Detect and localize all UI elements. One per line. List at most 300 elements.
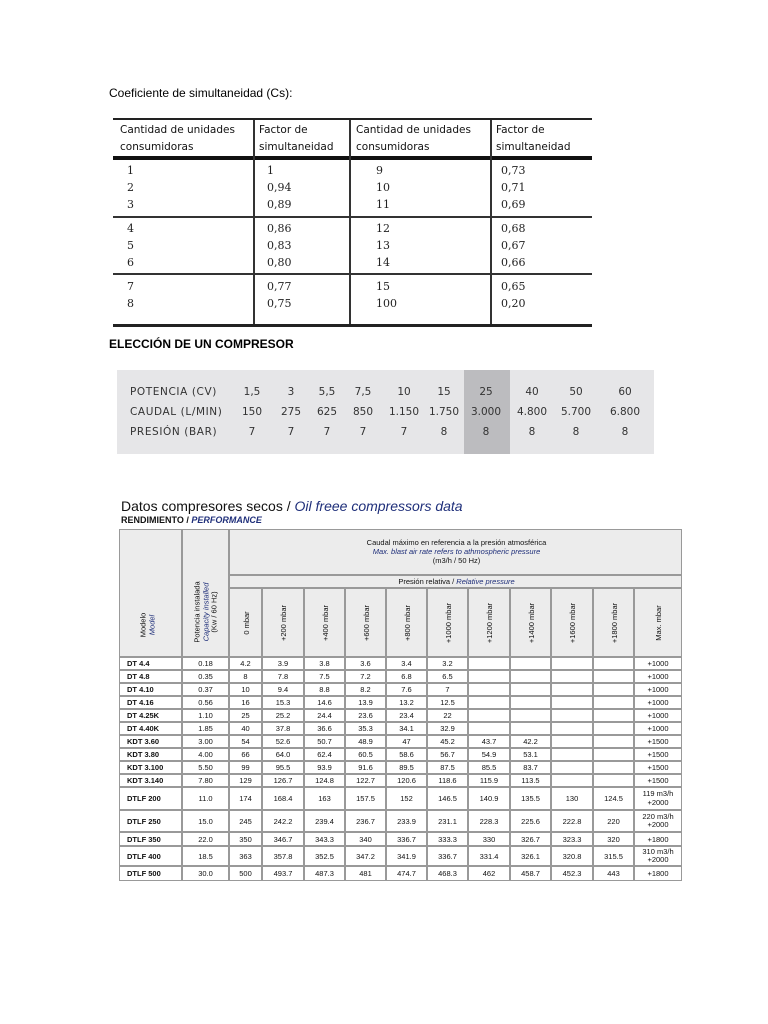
pressure-value: 25 [241,711,250,720]
pressure-col-header [510,588,551,657]
pressure-value: 220 m3/h +2000 [642,811,674,829]
simultaneity-cell: 0,73 [501,164,526,177]
selection-value: 850 [352,406,374,418]
pressure-value: +1000 [647,698,669,707]
pressure-value: 331.4 [479,851,499,861]
pressure-value: 23.4 [399,711,414,720]
datasheet-row [119,846,682,866]
power-value: 30.0 [198,869,213,878]
pressure-value: 119 m3/h +2000 [642,789,674,807]
simultaneity-cell: 7 [127,280,134,293]
pressure-value: 8.2 [360,685,371,694]
pressure-col-header [468,588,510,657]
pressure-value: 231.1 [438,816,457,826]
datasheet-row [119,761,682,774]
selection-value: 1,5 [243,386,261,398]
pressure-value: 242.2 [273,816,293,826]
selection-value: 7 [323,426,331,438]
pressure-value: 85.5 [481,763,497,772]
column-divider [490,120,492,324]
pressure-value: 135.5 [521,794,540,803]
group-divider [113,273,592,275]
simultaneity-cell: 5 [127,239,134,252]
datasheet-row [119,832,682,846]
pressure-value: 7.2 [360,672,371,681]
pressure-value: 130 [565,794,579,803]
presion-header-label [230,577,682,586]
simultaneity-cell: 12 [376,222,390,235]
pressure-value: 25.2 [275,711,291,720]
pressure-value: 233.9 [397,816,416,826]
model-header-en: Model [147,614,156,636]
model-name: DTLF 400 [127,851,161,861]
power-value: 1.85 [198,724,213,733]
pressure-value: +1000 [647,685,669,694]
pressure-value: +1000 [647,672,669,681]
datasheet-title-es: Datos compresores secos / [121,498,291,514]
selection-value: 1.750 [428,406,460,418]
value-cell [551,722,593,735]
pressure-value: 15.3 [275,698,291,707]
value-cell [593,683,634,696]
pressure-value: 350 [239,834,252,844]
pressure-value: 36.6 [317,724,332,733]
datasheet-row [119,748,682,761]
pressure-value: 245 [239,816,252,826]
caudal-header-es: Caudal máximo en referencia a la presión atmosférica [366,538,547,547]
model-name: DTLF 350 [127,834,161,844]
value-cell [468,683,510,696]
simultaneity-cell: 0,66 [501,256,526,269]
selection-value: 1.150 [388,406,420,418]
pressure-value: 140.9 [479,794,499,803]
header-cantidad-2-line1: Cantidad de unidades [356,124,471,136]
pressure-value: 323.3 [562,834,582,844]
power-value: 0.35 [198,672,213,681]
model-header-cell [119,529,182,657]
header-factor-1-line2: simultaneidad [259,141,334,153]
header-cantidad-1-line2: consumidoras [120,141,194,153]
datasheet-title [121,498,463,514]
simultaneity-cell: 4 [127,222,134,235]
pressure-value: 340 [359,834,372,844]
model-name: KDT 3.100 [127,763,164,772]
model-name: DT 4.4 [127,659,150,668]
simultaneity-cell: 9 [376,164,383,177]
pressure-value: 357.8 [273,851,293,861]
pressure-value: 474.7 [397,869,416,878]
power-value: 3.00 [198,737,213,746]
pressure-value: 58.6 [399,750,414,759]
simultaneity-cell: 6 [127,256,134,269]
value-cell [468,709,510,722]
heading-coeficiente: Coeficiente de simultaneidad (Cs): [109,86,293,100]
pressure-value: 83.7 [523,763,538,772]
presion-header-en: Relative pressure [456,577,515,586]
power-value: 0.18 [198,659,213,668]
selection-row-label: PRESIÓN (BAR) [130,426,218,438]
pressure-value: +1000 [647,711,669,720]
pressure-value: 493.7 [273,869,293,878]
heading-eleccion: ELECCIÓN DE UN COMPRESOR [109,337,294,351]
pressure-col-header [345,588,386,657]
selection-value: 8 [440,426,448,438]
pressure-value: 91.6 [358,763,373,772]
value-cell [551,748,593,761]
selection-value: 3.000 [470,406,502,418]
value-cell [510,683,551,696]
pressure-value: 35.3 [358,724,373,733]
pressure-value: 352.5 [315,851,334,861]
pressure-value: 47 [402,737,411,746]
value-cell [551,774,593,787]
pressure-value: 239.4 [315,816,334,826]
pressure-value: 23.6 [358,711,373,720]
caudal-header-label [230,538,682,565]
pressure-value: 326.1 [521,851,540,861]
power-value: 1.10 [198,711,213,720]
pressure-value: 60.5 [358,750,373,759]
datasheet-row [119,866,682,881]
selection-value: 8 [572,426,580,438]
value-cell [593,670,634,683]
value-cell [510,709,551,722]
pressure-col-label: +800 mbar [402,604,412,642]
power-header-en: Capacity installed [200,582,210,642]
pressure-value: 13.2 [399,698,414,707]
pressure-value: 3.8 [319,659,330,668]
pressure-value: 95.5 [275,763,291,772]
pressure-value: 458.7 [521,869,540,878]
pressure-value: 7 [445,685,450,694]
selection-value: 5,5 [318,386,336,398]
pressure-value: 124.5 [604,794,623,803]
selection-value: 8 [482,426,490,438]
pressure-value: 64.0 [275,750,291,759]
value-cell [551,696,593,709]
pressure-value: 8.8 [319,685,330,694]
model-header-es: Modelo [138,612,148,638]
pressure-value: 315.5 [604,851,623,861]
simultaneity-cell: 0,65 [501,280,526,293]
pressure-col-label: 0 mbar [241,611,251,635]
pressure-value: 336.7 [397,834,416,844]
header-factor-1-line1: Factor de [259,124,308,136]
pressure-value: 320.8 [562,851,582,861]
model-name: DT 4.25K [127,711,160,720]
simultaneity-cell: 0,69 [501,198,526,211]
power-value: 22.0 [198,834,213,844]
pressure-value: 126.7 [273,776,293,785]
value-cell [510,696,551,709]
model-name: DT 4.8 [127,672,150,681]
selection-value: 7 [400,426,408,438]
simultaneity-cell: 0,68 [501,222,526,235]
value-cell [593,657,634,670]
pressure-col-label: +1600 mbar [567,602,577,644]
power-value: 5.50 [198,763,213,772]
selection-value: 6.800 [609,406,641,418]
pressure-value: 163 [318,794,331,803]
pressure-col-label: +200 mbar [278,604,288,642]
pressure-value: 157.5 [356,794,375,803]
pressure-value: +1800 [647,834,669,844]
datasheet-row [119,722,682,735]
simultaneity-cell: 0,67 [501,239,526,252]
pressure-value: 7.8 [277,672,289,681]
selection-value: 4.800 [516,406,548,418]
compressor-selection-table [117,370,654,454]
pressure-col-label: +1000 mbar [443,602,453,644]
value-cell [468,696,510,709]
pressure-value: 40 [241,724,250,733]
pressure-col-header [229,588,262,657]
power-header-unit: (Kw / 60 Hz) [209,591,219,633]
value-cell [593,722,634,735]
pressure-value: 43.7 [481,737,497,746]
pressure-value: 62.4 [317,750,332,759]
simultaneity-cell: 8 [127,297,134,310]
datasheet-row [119,709,682,722]
pressure-col-label: +1200 mbar [484,602,494,644]
simultaneity-cell: 14 [376,256,390,269]
simultaneity-cell: 13 [376,239,390,252]
power-value: 15.0 [198,816,213,826]
simultaneity-cell: 0,71 [501,181,526,194]
power-value: 0.37 [198,685,213,694]
datasheet-table [119,529,682,885]
pressure-value: 320 [607,834,620,844]
value-cell [510,722,551,735]
header-cantidad-2-line2: consumidoras [356,141,430,153]
simultaneity-cell: 0,89 [267,198,292,211]
pressure-col-header [427,588,468,657]
selection-value: 25 [479,386,493,398]
pressure-value: 54.9 [481,750,497,759]
pressure-value: 54 [241,737,250,746]
pressure-value: 93.9 [317,763,332,772]
pressure-value: 45.2 [440,737,455,746]
power-value: 4.00 [198,750,213,759]
simultaneity-cell: 1 [267,164,274,177]
column-divider [349,120,351,324]
power-header-label [193,581,219,642]
model-name: KDT 3.60 [127,737,160,746]
simultaneity-cell: 2 [127,181,134,194]
pressure-col-label: +1400 mbar [526,602,536,644]
pressure-value: 346.7 [273,834,293,844]
pressure-value: 343.3 [315,834,334,844]
model-name: KDT 3.140 [127,776,164,785]
pressure-value: 8 [243,672,248,681]
pressure-value: 6.5 [442,672,453,681]
pressure-value: 220 [607,816,620,826]
datasheet-subtitle-en: PERFORMANCE [191,515,262,525]
pressure-value: 56.7 [440,750,455,759]
pressure-col-label: +1800 mbar [609,602,619,644]
simultaneity-table [113,118,592,327]
pressure-value: 152 [400,794,413,803]
header-cantidad-1-line1: Cantidad de unidades [120,124,235,136]
selection-value: 275 [280,406,302,418]
simultaneity-cell: 3 [127,198,134,211]
pressure-value: +1500 [647,737,669,746]
model-name: DT 4.10 [127,685,154,694]
pressure-value: 468.3 [438,869,457,878]
pressure-value: 225.6 [521,816,540,826]
pressure-value: 330 [482,834,496,844]
pressure-value: 66 [241,750,250,759]
selection-value: 625 [316,406,338,418]
pressure-value: 24.4 [317,711,332,720]
pressure-value: 336.7 [438,851,457,861]
datasheet-row [119,657,682,670]
value-cell [468,670,510,683]
pressure-value: 113.5 [521,776,540,785]
pressure-value: 53.1 [523,750,538,759]
power-header-cell [182,529,229,657]
value-cell [510,657,551,670]
selection-value: 8 [621,426,629,438]
model-name: KDT 3.80 [127,750,160,759]
pressure-col-label: Max. mbar [653,605,663,641]
pressure-col-header [304,588,345,657]
simultaneity-cell: 11 [376,198,390,211]
selection-value: 60 [618,386,632,398]
presion-header-cell [229,575,682,588]
datasheet-row [119,683,682,696]
pressure-value: 487.3 [315,869,334,878]
selection-value: 7,5 [354,386,372,398]
selection-value: 8 [528,426,536,438]
pressure-value: +1000 [647,724,669,733]
pressure-value: 14.6 [317,698,332,707]
pressure-value: +1000 [647,659,669,668]
pressure-value: 174 [239,794,252,803]
selection-value: 3 [287,386,295,398]
value-cell [593,748,634,761]
pressure-value: 363 [239,851,252,861]
pressure-value: 99 [241,763,250,772]
value-cell [593,774,634,787]
pressure-value: 16 [241,698,250,707]
pressure-value: 42.2 [523,737,538,746]
caudal-header-unit: (m3/h / 50 Hz) [432,556,481,565]
pressure-value: 7.6 [401,685,412,694]
simultaneity-cell: 1 [127,164,134,177]
pressure-value: 333.3 [438,834,457,844]
pressure-value: 481 [359,869,372,878]
pressure-value: 341.9 [397,851,416,861]
model-header-label [140,613,157,638]
model-name: DTLF 500 [127,869,161,878]
selection-value: 40 [525,386,539,398]
pressure-value: 443 [607,869,620,878]
datasheet-subtitle [121,515,262,525]
pressure-value: 120.6 [397,776,416,785]
model-name: DT 4.40K [127,724,160,733]
presion-header-es: Presión relativa / [398,577,455,586]
pressure-value: 37.8 [275,724,291,733]
caudal-header-en: Max. blast air rate refers to athmospheric pressure [372,547,541,556]
pressure-col-header [634,588,682,657]
value-cell [593,709,634,722]
pressure-value: 326.7 [521,834,540,844]
value-cell [551,709,593,722]
pressure-value: 9.4 [277,685,289,694]
pressure-col-header [262,588,304,657]
value-cell [551,761,593,774]
datasheet-title-en: Oil freee compressors data [294,498,463,514]
datasheet-row [119,696,682,709]
pressure-value: 452.3 [562,869,582,878]
selection-value: 150 [241,406,263,418]
pressure-value: 500 [239,869,252,878]
pressure-value: 7.5 [319,672,330,681]
value-cell [468,657,510,670]
pressure-value: +1500 [647,763,669,772]
pressure-col-header [386,588,427,657]
pressure-value: 13.9 [358,698,373,707]
value-cell [551,670,593,683]
pressure-value: 10 [241,685,250,694]
value-cell [551,657,593,670]
simultaneity-cell: 0,20 [501,297,526,310]
pressure-value: 115.9 [479,776,499,785]
pressure-col-label: +600 mbar [361,604,371,642]
pressure-value: 118.6 [438,776,457,785]
pressure-value: 146.5 [438,794,457,803]
pressure-value: 129 [239,776,252,785]
simultaneity-cell: 0,83 [267,239,292,252]
pressure-value: 122.7 [356,776,375,785]
selection-value: 7 [287,426,295,438]
pressure-value: 50.7 [317,737,332,746]
column-divider [253,120,255,324]
pressure-value: 3.9 [277,659,289,668]
value-cell [593,735,634,748]
pressure-value: 462 [482,869,496,878]
selection-value: 7 [248,426,256,438]
pressure-value: 310 m3/h +2000 [642,846,674,864]
simultaneity-table-header [113,120,592,160]
pressure-value: 3.2 [442,659,453,668]
pressure-value: 168.4 [273,794,293,803]
simultaneity-cell: 0,77 [267,280,292,293]
selection-value: 10 [397,386,411,398]
simultaneity-cell: 100 [376,297,397,310]
group-divider [113,216,592,218]
pressure-value: 12.5 [440,698,455,707]
value-cell [593,761,634,774]
power-value: 0.56 [198,698,213,707]
model-name: DTLF 200 [127,794,161,803]
selection-row-label: POTENCIA (CV) [130,386,217,398]
power-value: 11.0 [198,794,213,803]
pressure-value: 236.7 [356,816,375,826]
pressure-value: 52.6 [275,737,291,746]
value-cell [510,670,551,683]
pressure-value: 3.4 [401,659,412,668]
caudal-header-cell [229,529,682,575]
selection-value: 50 [569,386,583,398]
simultaneity-cell: 0,80 [267,256,292,269]
pressure-value: 228.3 [479,816,499,826]
datasheet-row [119,735,682,748]
value-cell [468,722,510,735]
pressure-value: 222.8 [562,816,582,826]
selection-value: 5.700 [560,406,592,418]
